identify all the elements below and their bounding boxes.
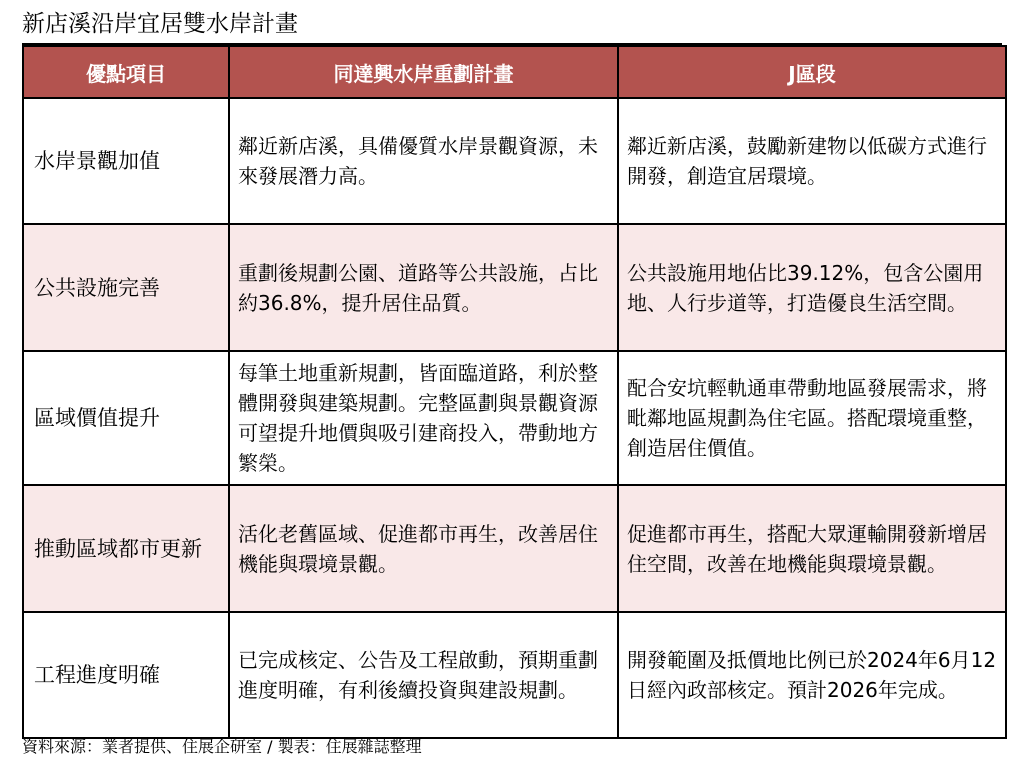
row-j-cell: 鄰近新店溪，鼓勵新建物以低碳方式進行開發，創造宜居環境。 — [618, 98, 1006, 224]
table-row — [23, 351, 1006, 485]
row-plan-cell: 每筆土地重新規劃，皆面臨道路，利於整體開發與建築規劃。完整區劃與景觀資源可望提升地價與吸引建商投入，帶動地方繁榮。 — [229, 351, 618, 485]
table-row — [23, 485, 1006, 612]
row-item-label: 工程進度明確 — [23, 612, 229, 738]
row-plan-cell: 重劃後規劃公園、道路等公共設施，占比約36.8%，提升居住品質。 — [229, 224, 618, 351]
header-item: 優點項目 — [23, 46, 229, 98]
row-item-label: 公共設施完善 — [23, 224, 229, 351]
row-j-cell: 開發範圍及抵價地比例已於2024年6月12日經內政部核定。預計2026年完成。 — [618, 612, 1006, 738]
row-plan-cell: 活化老舊區域、促進都市再生，改善居住機能與環境景觀。 — [229, 485, 618, 612]
table-header-row — [23, 46, 1006, 98]
row-plan-cell: 已完成核定、公告及工程啟動，預期重劃進度明確，有利後續投資與建設規劃。 — [229, 612, 618, 738]
row-j-cell: 配合安坑輕軌通車帶動地區發展需求，將毗鄰地區規劃為住宅區。搭配環境重整，創造居住價值。 — [618, 351, 1006, 485]
row-j-cell: 促進都市再生，搭配大眾運輸開發新增居住空間，改善在地機能與環境景觀。 — [618, 485, 1006, 612]
source-note: 資料來源：業者提供、住展企研室 / 製表：住展雜誌整理 — [22, 737, 422, 756]
row-j-cell: 公共設施用地佔比39.12%，包含公園用地、人行步道等，打造優良生活空間。 — [618, 224, 1006, 351]
row-item-label: 區域價值提升 — [23, 351, 229, 485]
row-item-label: 推動區域都市更新 — [23, 485, 229, 612]
table-row — [23, 98, 1006, 224]
comparison-table — [22, 45, 1007, 739]
row-item-label: 水岸景觀加值 — [23, 98, 229, 224]
header-j-section: J區段 — [618, 46, 1006, 98]
row-plan-cell: 鄰近新店溪，具備優質水岸景觀資源，未來發展潛力高。 — [229, 98, 618, 224]
header-plan: 同達興水岸重劃計畫 — [229, 46, 618, 98]
page-title: 新店溪沿岸宜居雙水岸計畫 — [22, 11, 298, 37]
table-row — [23, 612, 1006, 738]
table-row — [23, 224, 1006, 351]
